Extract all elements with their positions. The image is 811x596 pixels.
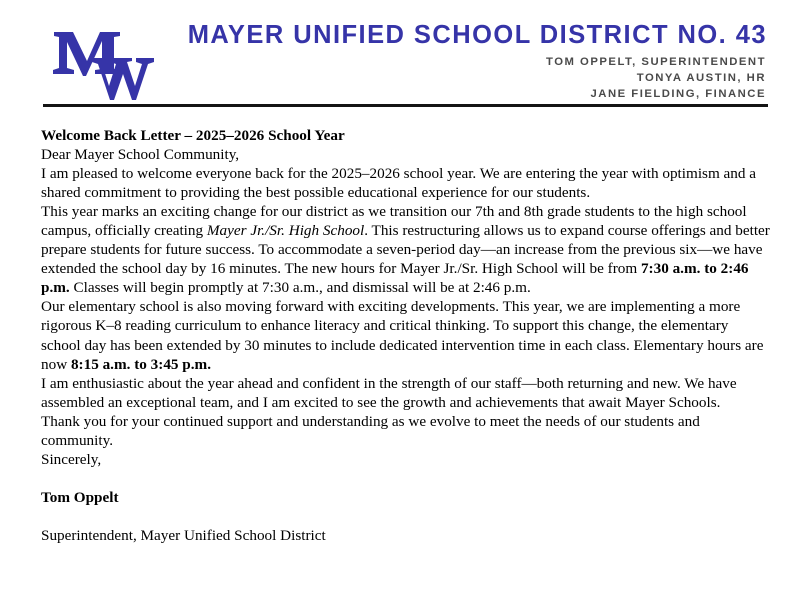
- letter-closing: Sincerely,: [41, 450, 102, 468]
- paragraph-2-text-part-3: Classes will begin promptly at 7:30 a.m., and dismissal will be at 2:46 p.m.: [69, 279, 531, 297]
- signature-title: Superintendent, Mayer Unified School District: [41, 526, 326, 544]
- letter-heading: [41, 126, 771, 145]
- spacer-line-2: [41, 507, 771, 526]
- district-title: MAYER UNIFIED SCHOOL DISTRICT NO. 43: [187, 21, 767, 49]
- high-school-hours-bold: 7:30 a.m. to 2:46 p.m.: [41, 260, 749, 297]
- staff-line-superintendent: TOM OPPELT, SUPERINTENDENT: [546, 55, 766, 68]
- spacer-line-1: [41, 469, 771, 488]
- letter-heading-text: Welcome Back Letter – 2025–2026 School Year: [41, 127, 345, 144]
- signature-name: [41, 488, 771, 507]
- staff-line-hr: TONYA AUSTIN, HR: [636, 71, 766, 84]
- letter-salutation: Dear Mayer School Community,: [41, 146, 240, 164]
- letter-body: [41, 126, 771, 545]
- letter-paragraph-5: Thank you for your continued support and understanding as we evolve to meet the needs of our students and community.: [41, 412, 700, 449]
- signature-name-text: Tom Oppelt: [41, 488, 119, 506]
- letter-paragraph-2: [41, 202, 771, 297]
- paragraph-2-text-part-1: This year marks an exciting change for our district as we transition our 7th and 8th grade students to the high school campus, officially creating: [41, 203, 747, 240]
- elementary-hours-bold: 8:15 a.m. to 3:45 p.m.: [70, 355, 211, 373]
- paragraph-3-text-part-1: Our elementary school is also moving forward with exciting developments. This year, we are implementing a more rigorous K–8 reading curriculum to enhance literacy and critical thinking. To support this change, the elementary school day has been extended by 30 minutes to include dedicated intervention time in each class. Elementary hours are now: [41, 298, 764, 373]
- high-school-name-italic: Mayer Jr./Sr. High School: [206, 222, 365, 240]
- mw-monogram-logo-icon: [48, 24, 173, 106]
- letter-paragraph-3: [41, 297, 771, 373]
- letter-paragraph-1: I am pleased to welcome everyone back for the 2025–2026 school year. We are entering the year with optimism and a shared commitment to providing the best possible educational experience for our students.: [41, 165, 757, 202]
- letterhead: [43, 22, 768, 104]
- letter-paragraph-4: I am enthusiastic about the year ahead and confident in the strength of our staff—both returning and new. We have assembled an exceptional team, and I am excited to see the growth and achievements that await Mayer Schools.: [41, 374, 737, 411]
- letterhead-text-block: [183, 22, 768, 102]
- paragraph-2-text-part-2: . This restructuring allows us to expand course offerings and better prepare students for future success. To accommodate a seven-period day—an increase from the previous six—we have extended the school day by 16 minutes. The new hours for Mayer Jr./Sr. High School will be from: [41, 222, 770, 278]
- staff-line-finance: JANE FIELDING, FINANCE: [590, 87, 766, 100]
- letterhead-divider: [43, 104, 768, 107]
